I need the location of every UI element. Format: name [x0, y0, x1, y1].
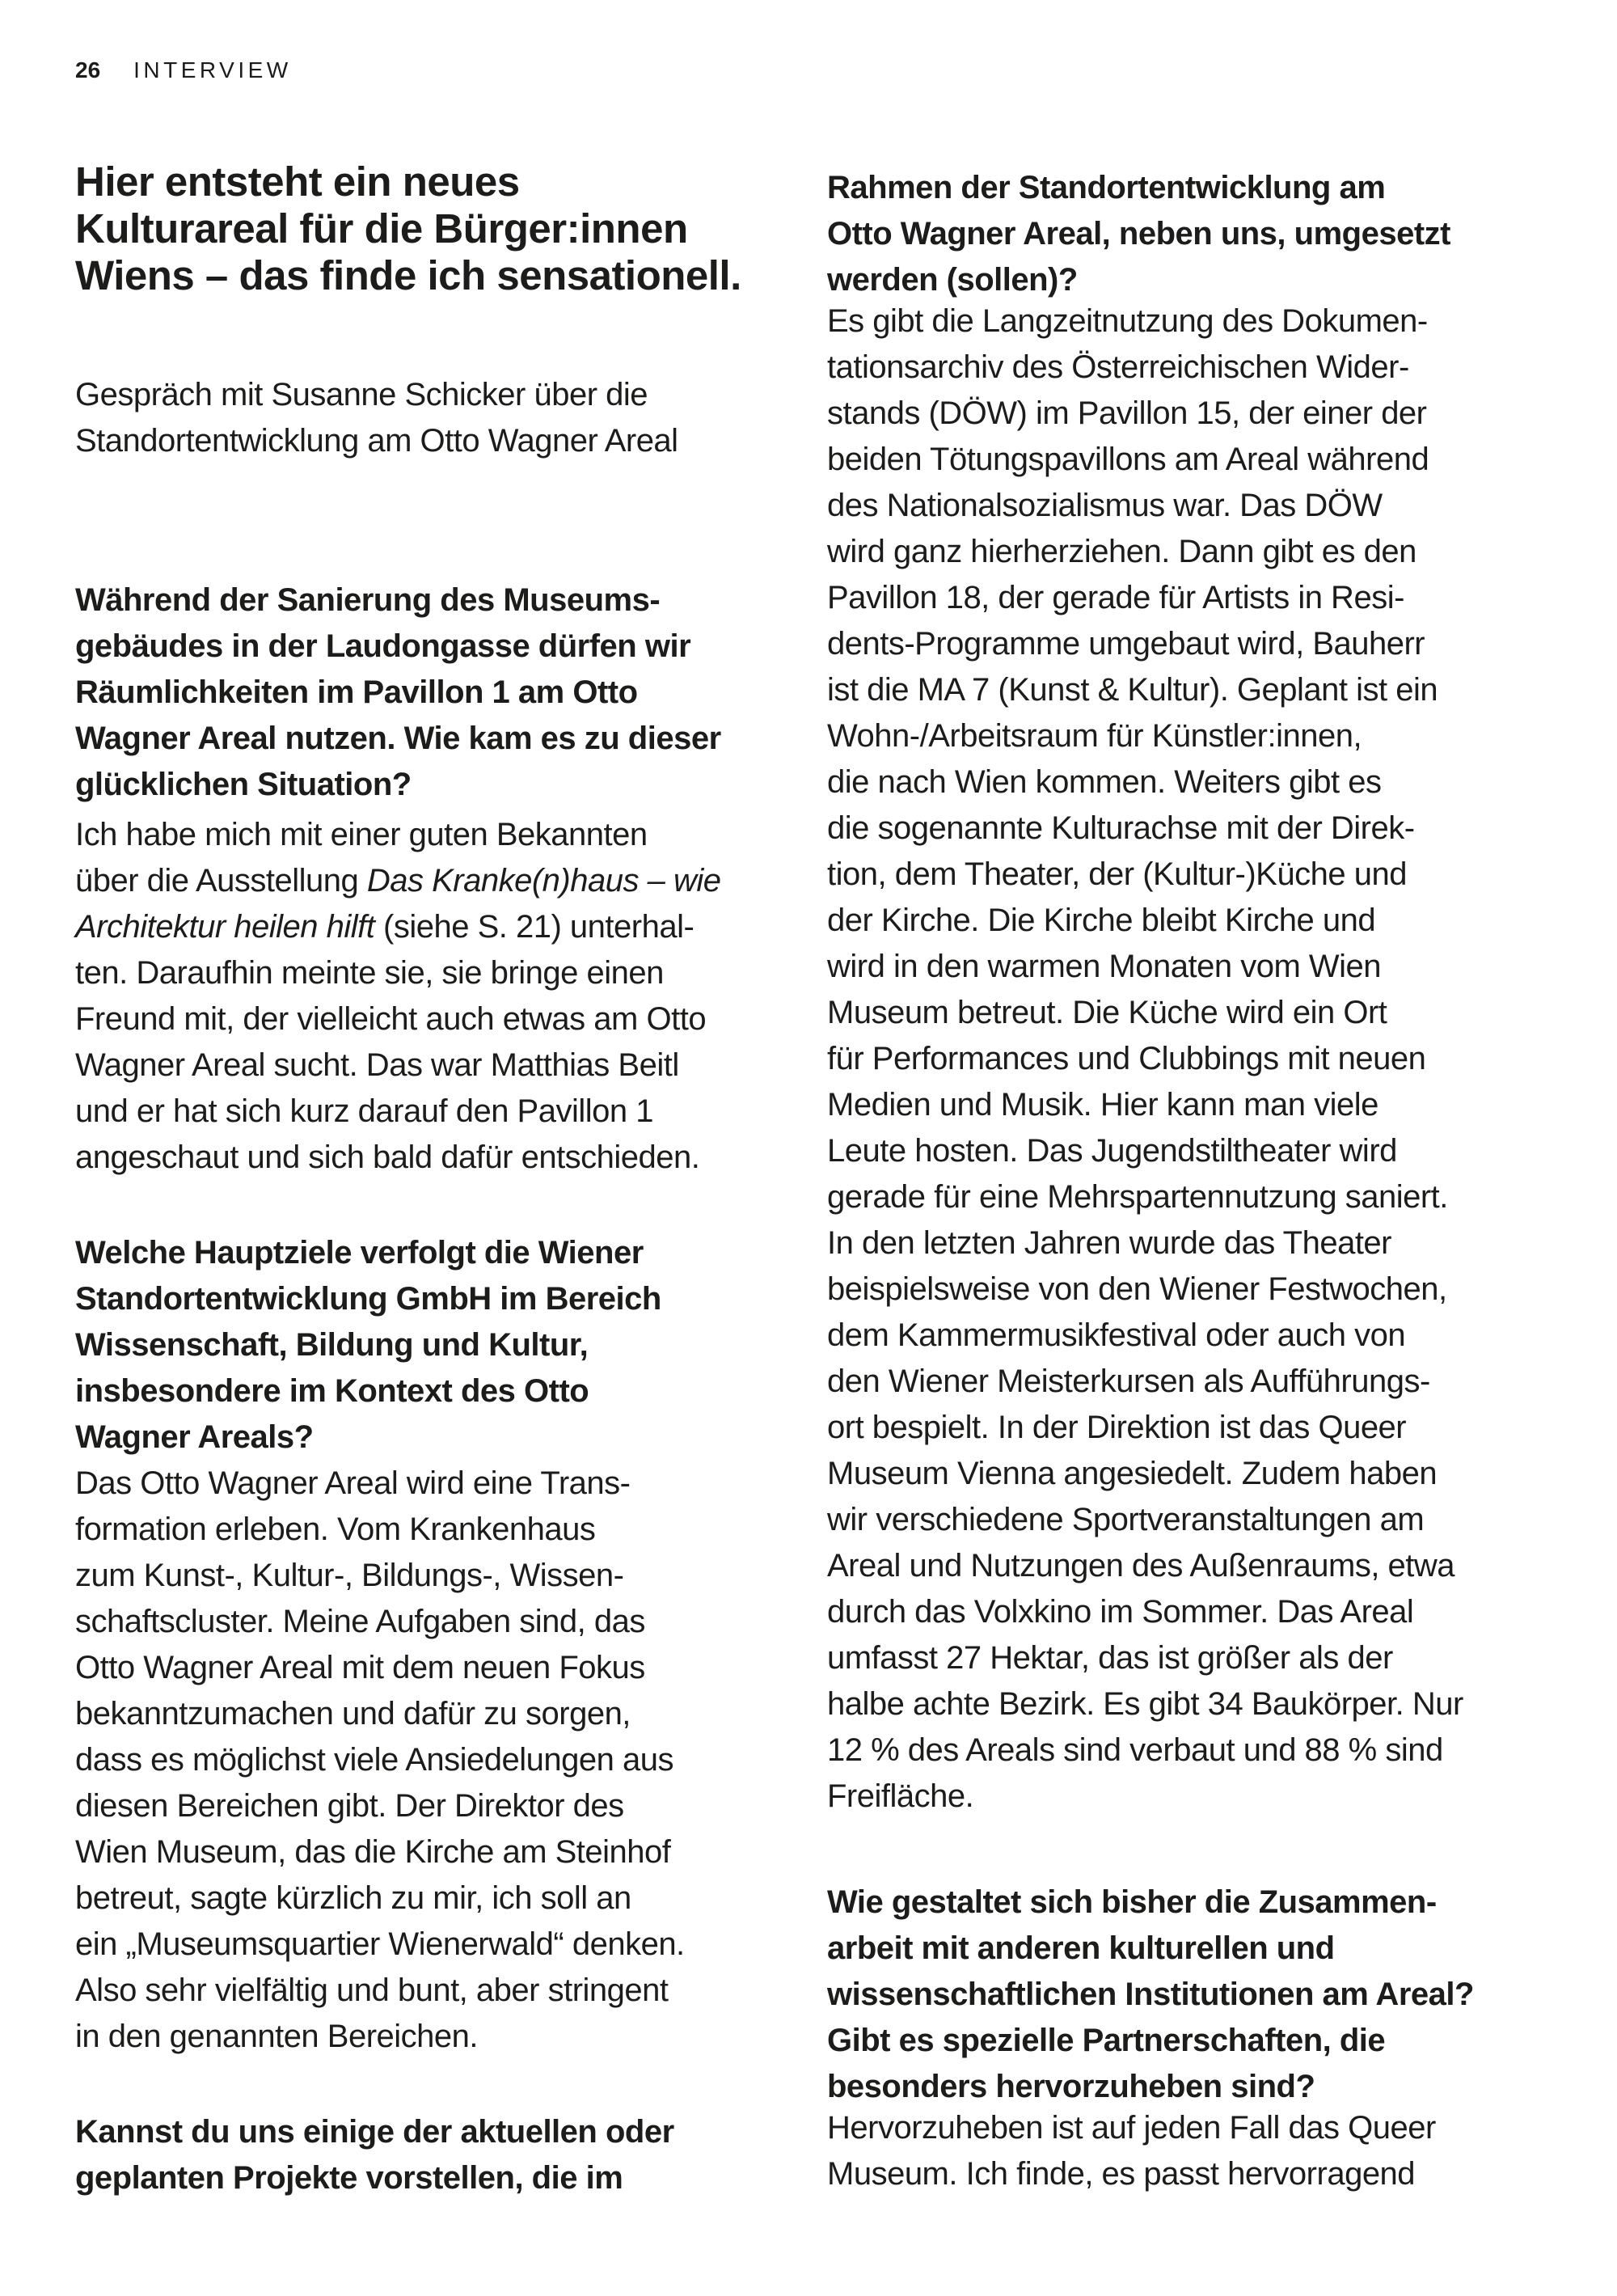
text-line: Wagner Areals? — [75, 1419, 314, 1455]
text-line: Kulturareal für die Bürger:innen — [75, 205, 688, 252]
text-line: Museum. Ich finde, es passt hervorragend — [827, 2156, 1416, 2192]
text-line: angeschaut und sich bald dafür entschieden. — [75, 1140, 700, 1175]
text-line: in den genannten Bereichen. — [75, 2019, 479, 2054]
text-line: besonders hervorzuheben sind? — [827, 2069, 1315, 2104]
text-line: Gespräch mit Susanne Schicker über die — [75, 377, 648, 412]
text-line: Museum betreut. Die Küche wird ein Ort — [827, 995, 1387, 1030]
text-line: Otto Wagner Areal mit dem neuen Fokus — [75, 1650, 645, 1685]
text-line: beispielsweise von den Wiener Festwochen, — [827, 1271, 1447, 1307]
text-line: Welche Hauptziele verfolgt die Wiener — [75, 1235, 644, 1271]
text-line: wird ganz hierherziehen. Dann gibt es den — [827, 534, 1416, 569]
text-line: halbe achte Bezirk. Es gibt 34 Baukörper. Nur — [827, 1686, 1463, 1722]
text-line: den Wiener Meisterkursen als Aufführungs- — [827, 1364, 1430, 1399]
page-number: 26 — [75, 57, 101, 82]
text-line: Otto Wagner Areal, neben uns, umgesetzt — [827, 216, 1450, 252]
text-line: Architektur heilen hilft (siehe S. 21) unterhal- — [75, 909, 695, 945]
text-line: beiden Tötungspavillons am Areal während — [827, 442, 1429, 477]
text-line: Areal und Nutzungen des Außenraums, etwa — [827, 1548, 1455, 1584]
text-line: ten. Daraufhin meinte sie, sie bringe einen — [75, 955, 664, 991]
interview-question-3 — [75, 2109, 674, 2201]
text-line: und er hat sich kurz darauf den Pavillon 1 — [75, 1093, 653, 1129]
text-line: die nach Wien kommen. Weiters gibt es — [827, 764, 1382, 800]
text-line: die sogenannte Kulturachse mit der Direk- — [827, 810, 1415, 846]
text-line: bekanntzumachen und dafür zu sorgen, — [75, 1696, 631, 1732]
text-line: durch das Volxkino im Sommer. Das Areal — [827, 1594, 1414, 1630]
interview-question-3-continued — [827, 165, 1450, 303]
text-line: gerade für eine Mehrspartennutzung saniert. — [827, 1179, 1448, 1215]
text-line: insbesondere im Kontext des Otto — [75, 1373, 589, 1409]
text-line: arbeit mit anderen kulturellen und — [827, 1930, 1335, 1966]
text-line: ist die MA 7 (Kunst & Kultur). Geplant ist ein — [827, 672, 1438, 708]
text-line: 12 % des Areals sind verbaut und 88 % sind — [827, 1732, 1443, 1768]
interview-answer-3 — [827, 298, 1463, 1820]
text-line: diesen Bereichen gibt. Der Direktor des — [75, 1788, 624, 1824]
text-line: dents-Programme umgebaut wird, Bauherr — [827, 626, 1425, 662]
text-line: ein „Museumsquartier Wienerwald“ denken. — [75, 1926, 685, 1962]
interview-question-1 — [75, 577, 721, 808]
text-line: Wien Museum, das die Kirche am Steinhof — [75, 1834, 671, 1870]
text-line: Hier entsteht ein neues — [75, 159, 520, 205]
interview-answer-2 — [75, 1461, 685, 2060]
text-line: Wie gestaltet sich bisher die Zusammen- — [827, 1884, 1437, 1920]
text-line: Das Otto Wagner Areal wird eine Trans- — [75, 1465, 631, 1501]
text-line: Während der Sanierung des Museums- — [75, 582, 661, 618]
text-line: Wagner Areal nutzen. Wie kam es zu dieser — [75, 721, 721, 756]
text-line: wird in den warmen Monaten vom Wien — [827, 949, 1382, 984]
text-line: Standortentwicklung am Otto Wagner Areal — [75, 423, 678, 459]
text-line: formation erleben. Vom Krankenhaus — [75, 1512, 596, 1547]
section-label: INTERVIEW — [133, 57, 292, 82]
text-line: schaftscluster. Meine Aufgaben sind, das — [75, 1604, 645, 1639]
text-line: Rahmen der Standortentwicklung am — [827, 170, 1386, 205]
text-line: Wiens – das finde ich sensationell. — [75, 252, 741, 298]
text-line: für Performances und Clubbings mit neuen — [827, 1041, 1426, 1076]
text-line: Museum Vienna angesiedelt. Zudem haben — [827, 1456, 1438, 1491]
text-line: Freifläche. — [827, 1778, 974, 1814]
article-headline — [75, 159, 741, 299]
text-line: des Nationalsozialismus war. Das DÖW — [827, 488, 1383, 523]
text-line: über die Ausstellung Das Kranke(n)haus – wie — [75, 863, 721, 899]
text-line: In den letzten Jahren wurde das Theater — [827, 1225, 1391, 1261]
text-line: Wohn-/Arbeitsraum für Künstler:innen, — [827, 718, 1362, 754]
text-line: Wissenschaft, Bildung und Kultur, — [75, 1327, 589, 1363]
text-line: geplanten Projekte vorstellen, die im — [75, 2160, 623, 2196]
text-line: Hervorzuheben ist auf jeden Fall das Queer — [827, 2110, 1436, 2146]
text-line: Leute hosten. Das Jugendstiltheater wird — [827, 1133, 1397, 1169]
text-line: Freund mit, der vielleicht auch etwas am Otto — [75, 1001, 707, 1037]
interview-answer-1 — [75, 812, 720, 1181]
text-line: dem Kammermusikfestival oder auch von — [827, 1317, 1406, 1353]
text-line: gebäudes in der Laudongasse dürfen wir — [75, 628, 691, 664]
text-line: glücklichen Situation? — [75, 767, 412, 802]
text-line: Also sehr vielfältig und bunt, aber stringent — [75, 1973, 669, 2008]
text-line: stands (DÖW) im Pavillon 15, der einer der — [827, 395, 1427, 431]
text-line: Räumlichkeiten im Pavillon 1 am Otto — [75, 674, 638, 710]
page-header — [75, 58, 292, 82]
text-line: betreut, sagte kürzlich zu mir, ich soll an — [75, 1880, 631, 1916]
text-line: Wagner Areal sucht. Das war Matthias Beitl — [75, 1047, 679, 1083]
interview-question-4 — [827, 1880, 1474, 2110]
text-line: werden (sollen)? — [827, 262, 1078, 298]
text-line: Standortentwicklung GmbH im Bereich — [75, 1281, 661, 1317]
text-line: Pavillon 18, der gerade für Artists in Resi- — [827, 580, 1404, 615]
text-line: Ich habe mich mit einer guten Bekannten — [75, 817, 648, 852]
text-line: Gibt es spezielle Partnerschaften, die — [827, 2023, 1386, 2058]
text-line: ort bespielt. In der Direktion ist das Queer — [827, 1410, 1407, 1445]
interview-question-2 — [75, 1230, 661, 1461]
text-line: tationsarchiv des Österreichischen Wider- — [827, 349, 1409, 385]
text-line: umfasst 27 Hektar, das ist größer als der — [827, 1640, 1393, 1676]
text-line: dass es möglichst viele Ansiedelungen aus — [75, 1742, 673, 1778]
text-line: Es gibt die Langzeitnutzung des Dokumen- — [827, 303, 1428, 339]
article-standfirst — [75, 372, 678, 464]
text-line: tion, dem Theater, der (Kultur-)Küche und — [827, 856, 1407, 892]
text-line: Kannst du uns einige der aktuellen oder — [75, 2114, 674, 2150]
text-line: wir verschiedene Sportveranstaltungen am — [827, 1502, 1425, 1537]
text-line: der Kirche. Die Kirche bleibt Kirche und — [827, 903, 1376, 938]
interview-answer-4 — [827, 2105, 1436, 2197]
text-line: Medien und Musik. Hier kann man viele — [827, 1087, 1378, 1123]
text-line: wissenschaftlichen Institutionen am Areal? — [827, 1977, 1474, 2012]
text-line: zum Kunst-, Kultur-, Bildungs-, Wissen- — [75, 1558, 624, 1593]
